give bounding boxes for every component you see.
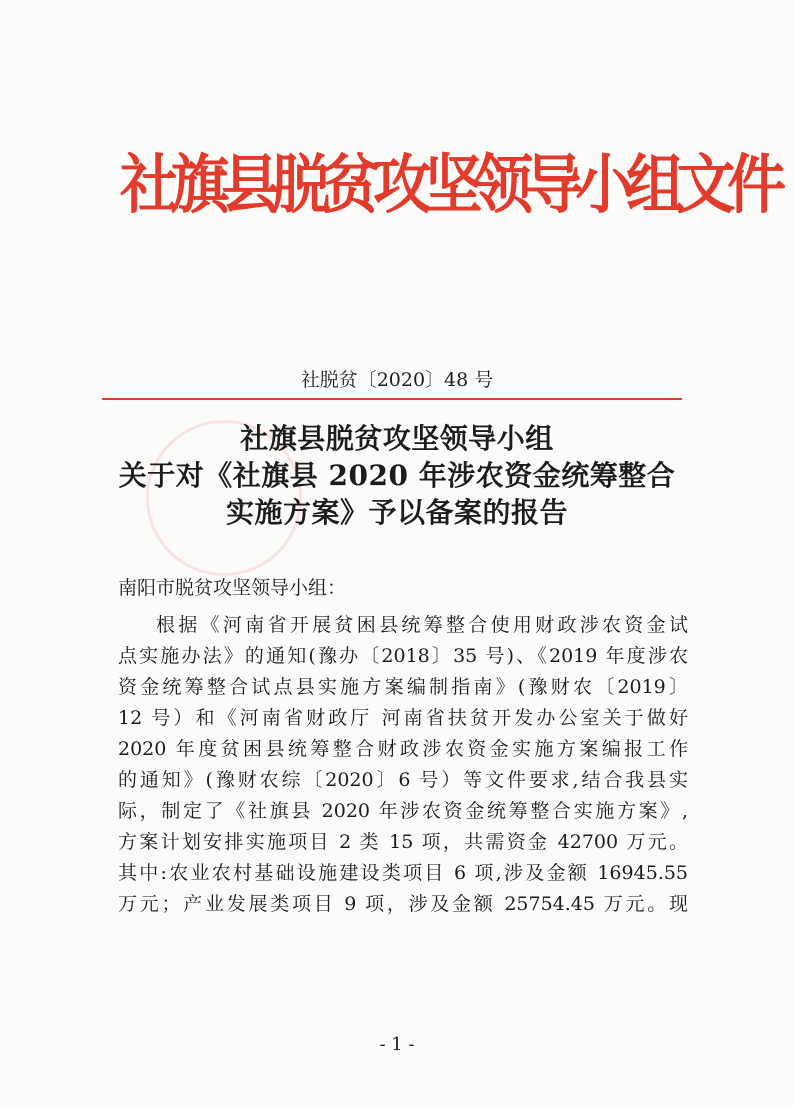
report-title-line-2: 关于对《社旗县 2020 年涉农资金统筹整合 [118, 459, 676, 492]
body-line: 其中:农业农村基础设施建设类项目 6 项,涉及金额 16945.55 [118, 862, 688, 884]
page-number: - 1 - [379, 1034, 415, 1055]
salutation: 南阳市脱贫攻坚领导小组： [118, 577, 347, 599]
document-number: 社脱贫〔2020〕48 号 [300, 369, 494, 391]
masthead-title: 社旗县脱贫攻坚领导小组文件 [120, 149, 778, 223]
body-line: 万元；产业发展类项目 9 项，涉及金额 25754.45 万元。现 [118, 893, 688, 915]
body-line: 际，制定了《社旗县 2020 年涉农资金统筹整合实施方案》, [118, 800, 688, 822]
report-body [118, 572, 688, 920]
body-line: 点实施办法》的通知(豫办〔2018〕35 号)、《2019 年度涉农 [118, 645, 688, 667]
report-title [0, 420, 794, 531]
report-title-line-1: 社旗县脱贫攻坚领导小组 [240, 422, 554, 455]
body-line: 资金统筹整合试点县实施方案编制指南》(豫财农〔2019〕 [118, 676, 688, 698]
body-line: 根据《河南省开展贫困县统筹整合使用财政涉农资金试 [156, 614, 688, 636]
body-line: 12 号）和《河南省财政厅 河南省扶贫开发办公室关于做好 [118, 707, 688, 729]
body-line: 方案计划安排实施项目 2 类 15 项，共需资金 42700 万元。 [118, 831, 688, 853]
red-separator-line [102, 398, 682, 400]
body-line: 2020 年度贫困县统筹整合财政涉农资金实施方案编报工作 [118, 738, 688, 760]
report-title-line-3: 实施方案》予以备案的报告 [225, 496, 568, 529]
body-line: 的通知》(豫财农综〔2020〕6 号）等文件要求,结合我县实 [118, 769, 688, 791]
